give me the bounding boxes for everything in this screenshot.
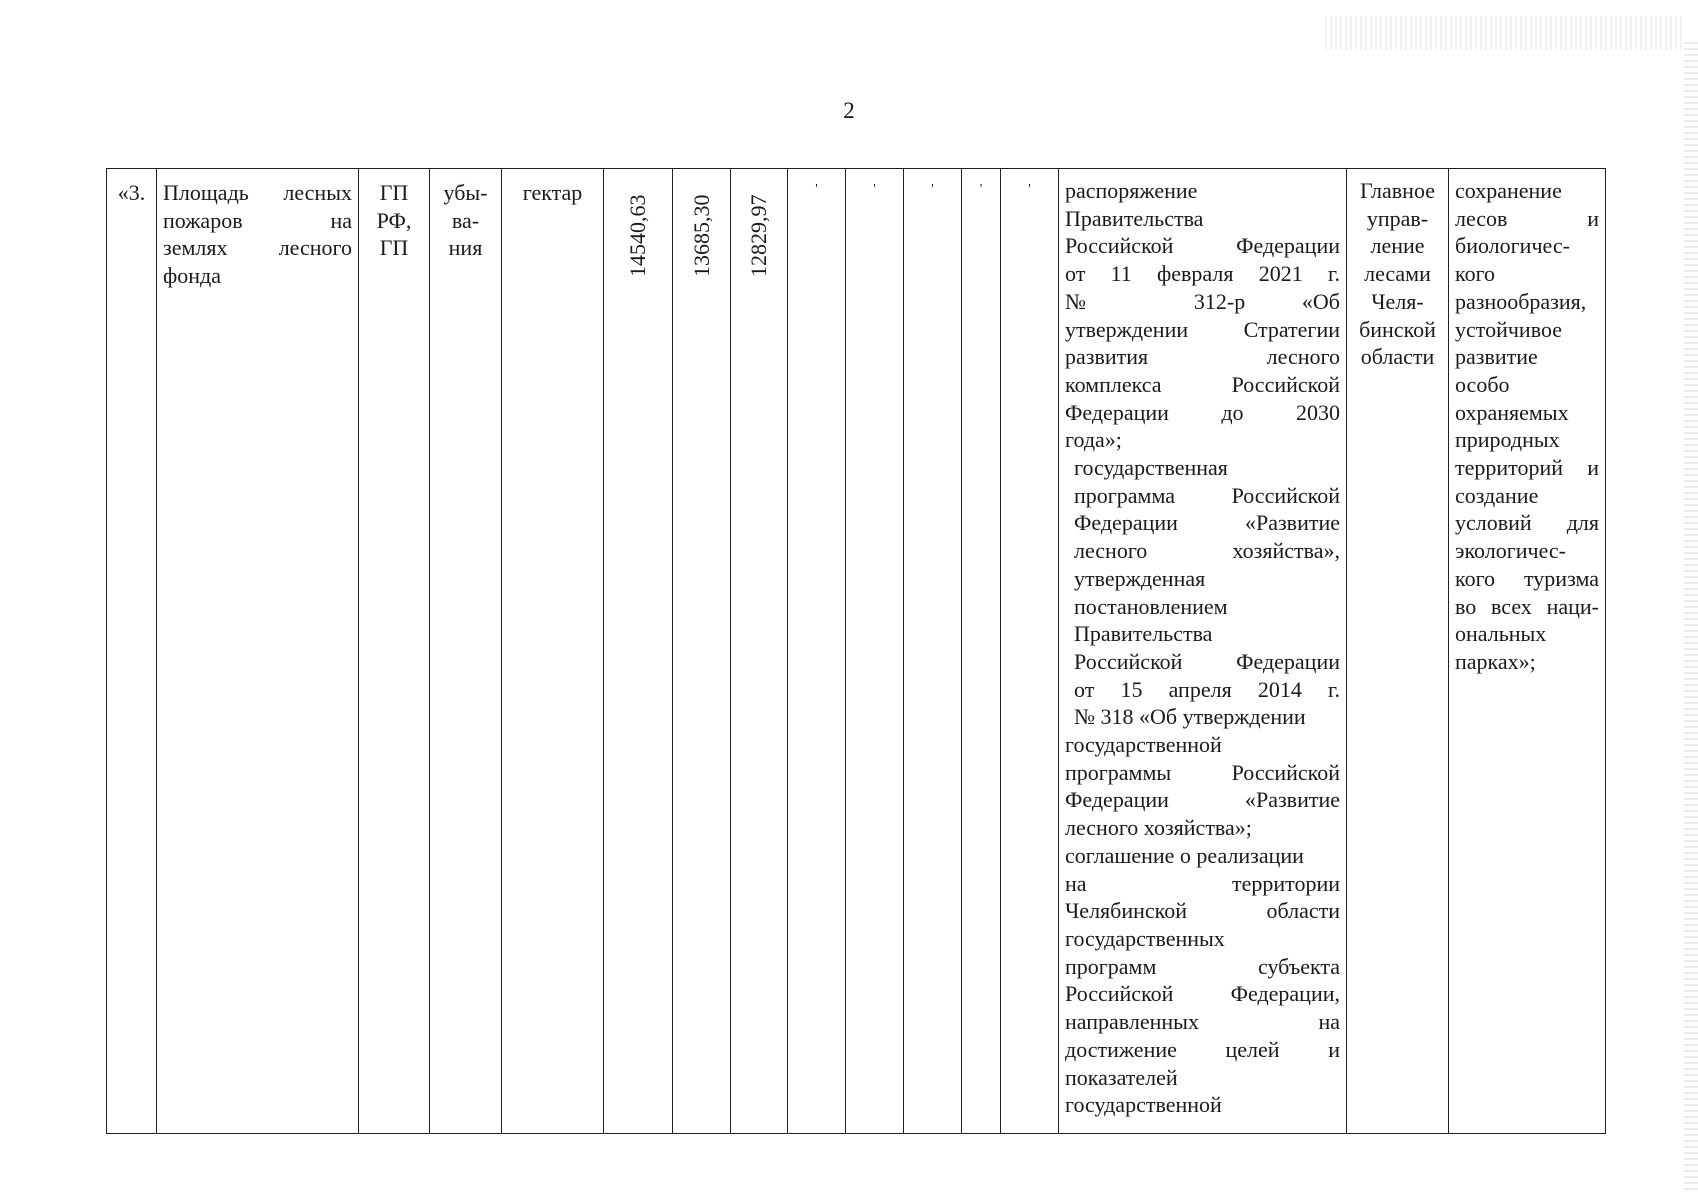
document-line: направленных на — [1065, 1009, 1340, 1035]
document-line: распоряжение — [1065, 178, 1198, 203]
document-line: постановлением — [1074, 593, 1228, 619]
empty-mark: ' — [873, 182, 876, 197]
level-line: РФ, — [376, 207, 412, 233]
goal-line: экологичес- — [1455, 538, 1566, 564]
document-line: Правительства — [1074, 621, 1213, 647]
value-cell — [673, 169, 731, 1134]
document-text — [1059, 169, 1346, 1119]
document-line: лесного хозяйства», — [1074, 538, 1340, 564]
document-line: программа Российской — [1074, 482, 1340, 508]
responsible-line: Челя- — [1371, 288, 1424, 314]
scan-noise-top-right — [1325, 16, 1685, 50]
indicator-line: землях лесного — [163, 235, 352, 261]
value-2021: 14540,63 — [625, 194, 650, 277]
trend-text — [430, 169, 501, 262]
scan-noise-right-edge — [1684, 40, 1698, 1190]
page-number: 2 — [843, 98, 855, 123]
document-line: лесного хозяйства»; — [1065, 815, 1252, 841]
responsible-text — [1347, 169, 1448, 371]
document-line: Челябинской области — [1065, 898, 1340, 924]
value-cell — [731, 169, 788, 1134]
trend-line: убы- — [443, 180, 488, 205]
empty-value-cell — [904, 169, 962, 1134]
empty-value-cell — [846, 169, 904, 1134]
unit-cell — [502, 169, 604, 1134]
indicator-table — [106, 168, 1606, 1134]
document-line: программ субъекта — [1065, 953, 1340, 979]
responsible-cell — [1347, 169, 1449, 1134]
document-line: от 11 февраля 2021 г. — [1065, 261, 1340, 287]
document-line: Федерации до 2030 — [1065, 399, 1340, 425]
goal-line: охраняемых — [1455, 399, 1569, 425]
row-number-cell — [107, 169, 157, 1134]
empty-value-cell — [962, 169, 1001, 1134]
document-line: программы Российской — [1065, 759, 1340, 785]
document-line: утверждении Стратегии — [1065, 316, 1340, 342]
goal-line: лесов и — [1455, 205, 1599, 231]
document-line: государственной — [1065, 732, 1222, 758]
trend-line: ва- — [451, 207, 480, 233]
goal-line: кого туризма — [1455, 565, 1599, 591]
goal-text — [1449, 169, 1605, 676]
document-line: государственной — [1065, 1092, 1222, 1118]
document-line: показателей — [1065, 1064, 1178, 1090]
document-cell — [1059, 169, 1347, 1134]
level-line: ГП — [379, 180, 409, 205]
empty-mark: ' — [931, 182, 934, 197]
empty-mark: ' — [979, 182, 983, 197]
document-line: Российской Федерации — [1065, 233, 1340, 259]
indicator-line: фонда — [163, 263, 221, 289]
value-2023: 12829,97 — [746, 194, 771, 277]
goal-line: сохранение — [1455, 178, 1562, 203]
indicator-name — [157, 169, 358, 290]
goal-line: ональных — [1455, 621, 1547, 647]
document-line: Федерации «Развитие — [1065, 787, 1340, 813]
responsible-line: ление — [1370, 233, 1425, 259]
goal-line: во всех наци- — [1455, 593, 1599, 619]
goal-line: территорий и — [1455, 455, 1599, 481]
document-line: утвержденная — [1074, 565, 1206, 591]
document-line: на территории — [1065, 870, 1340, 896]
goal-cell — [1449, 169, 1606, 1134]
document-line: Правительства — [1065, 205, 1204, 231]
responsible-line: области — [1360, 344, 1435, 370]
value-cell — [604, 169, 673, 1134]
document-line: № 318 «Об утверждении — [1074, 704, 1306, 730]
document-line: соглашение о реализации — [1065, 842, 1304, 868]
document-line: Федерации «Развитие — [1074, 510, 1340, 536]
goal-line: разнообразия, — [1455, 288, 1587, 314]
goal-line: биологичес- — [1455, 233, 1570, 259]
document-line: государственных — [1065, 925, 1225, 951]
trend-line: ния — [448, 235, 483, 261]
responsible-line: управ- — [1366, 205, 1429, 231]
document-line: государственная — [1074, 455, 1228, 481]
row-number: «3. — [117, 180, 146, 205]
document-line: № 312-р «Об — [1065, 288, 1340, 314]
table-row — [107, 169, 1606, 1134]
goal-line: парках»; — [1455, 648, 1536, 674]
goal-line: природных — [1455, 427, 1560, 453]
indicator-line: Площадь лесных — [163, 180, 352, 205]
level-cell — [359, 169, 430, 1134]
empty-mark: ' — [815, 182, 818, 197]
document-line: развития лесного — [1065, 344, 1340, 370]
goal-line: развитие — [1455, 344, 1538, 370]
document-line: от 15 апреля 2014 г. — [1074, 676, 1340, 702]
document-line: Российской Федерации, — [1065, 981, 1340, 1007]
document-line: комплекса Российской — [1065, 371, 1340, 397]
level-line: ГП — [379, 235, 409, 261]
document-line: года»; — [1065, 427, 1122, 453]
goal-line: кого — [1455, 261, 1496, 287]
document-line: Российской Федерации — [1074, 648, 1340, 674]
responsible-line: бинской — [1359, 316, 1436, 342]
level-text — [359, 169, 429, 262]
goal-line: условий для — [1455, 510, 1599, 536]
indicator-cell — [157, 169, 359, 1134]
document-line: достижение целей и — [1065, 1036, 1340, 1062]
empty-value-cell — [1001, 169, 1059, 1134]
responsible-line: лесами — [1364, 261, 1431, 287]
unit-text: гектар — [522, 180, 583, 205]
responsible-line: Главное — [1359, 178, 1435, 203]
value-2022: 13685,30 — [688, 194, 714, 277]
goal-line: создание — [1455, 482, 1539, 508]
goal-line: устойчивое — [1455, 316, 1562, 342]
trend-cell — [430, 169, 502, 1134]
indicator-line: пожаров на — [163, 207, 352, 233]
empty-value-cell — [788, 169, 846, 1134]
empty-mark: ' — [1028, 182, 1031, 197]
goal-line: особо — [1455, 371, 1510, 397]
